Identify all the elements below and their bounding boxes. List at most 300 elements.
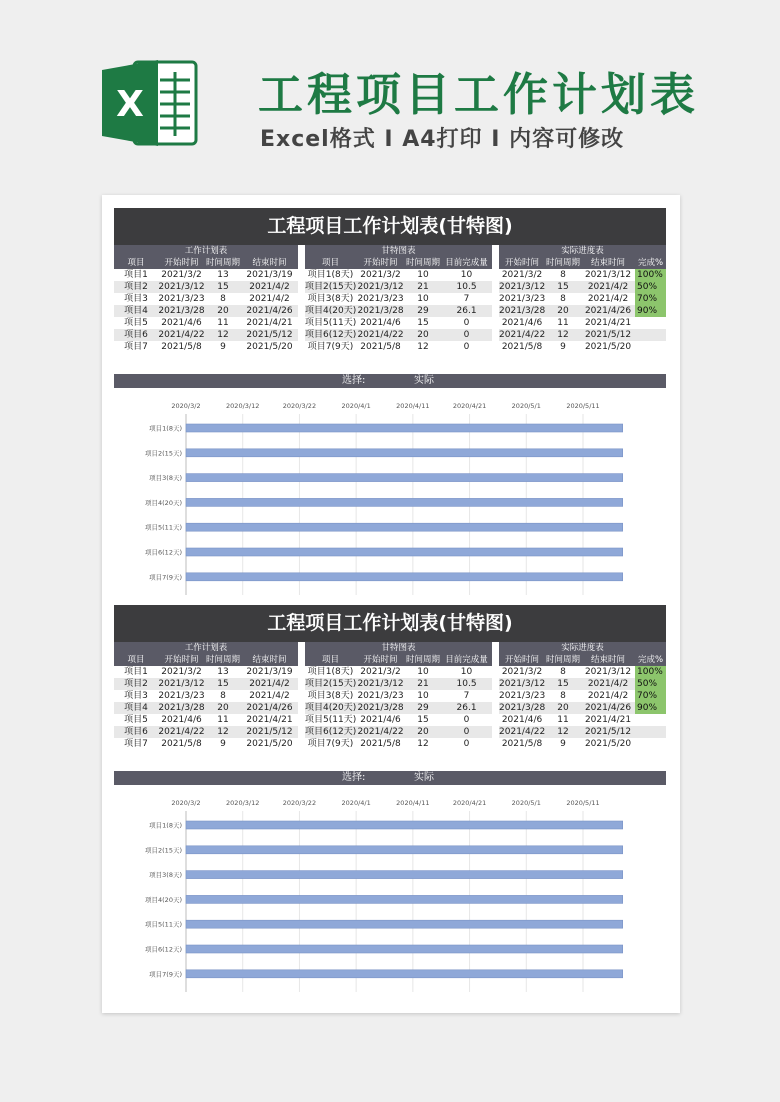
table-cell[interactable]: 21: [405, 678, 441, 690]
column-gap: [492, 666, 499, 678]
table-cell[interactable]: 项目4: [114, 702, 158, 714]
table-cell[interactable]: 0: [441, 726, 492, 738]
x-tick-label: 2020/5/1: [511, 402, 541, 410]
completion-cell[interactable]: 100%: [635, 666, 666, 678]
table-cell[interactable]: 11: [217, 318, 229, 328]
selector-bar[interactable]: [114, 771, 666, 785]
table-cell[interactable]: 2021/3/23: [357, 294, 404, 304]
table-row: [114, 269, 666, 281]
column-gap: [492, 714, 499, 726]
column-gap: [298, 305, 305, 317]
y-category-label: 项目2(15天): [145, 846, 182, 855]
table-cell[interactable]: 项目2(15天): [305, 282, 357, 292]
gantt-chart-svg: [114, 789, 666, 1004]
x-tick-label: 2020/3/2: [171, 799, 201, 807]
table-cell[interactable]: 2021/5/20: [584, 342, 632, 352]
column-header: 结束时间: [241, 257, 298, 269]
gantt-bar[interactable]: [186, 449, 623, 457]
table-cell[interactable]: 2021/4/2: [581, 678, 635, 690]
gantt-bar[interactable]: [186, 573, 623, 581]
table-cell[interactable]: 2021/3/19: [246, 270, 293, 280]
table-cell[interactable]: 2021/4/2: [587, 294, 629, 304]
column-header: 时间周期: [406, 655, 441, 665]
table-cell[interactable]: 10: [417, 270, 429, 280]
x-tick-label: 2020/4/21: [452, 402, 487, 410]
table-cell[interactable]: 项目3(8天): [307, 294, 354, 304]
completion-cell[interactable]: 70%: [635, 293, 666, 305]
table-cell[interactable]: 0: [441, 329, 492, 341]
table-cell[interactable]: 11: [557, 318, 569, 328]
table-row: [114, 329, 666, 341]
table-row: [114, 714, 666, 726]
gantt-bar[interactable]: [186, 821, 623, 829]
group-header-row: [114, 642, 666, 654]
table-cell[interactable]: 2021/4/6: [360, 715, 401, 725]
table-cell[interactable]: 2021/5/20: [246, 739, 293, 749]
table-cell[interactable]: 29: [405, 305, 441, 317]
column-header-row: [114, 654, 666, 666]
schedule-table: [114, 642, 666, 750]
table-cell[interactable]: 2021/5/12: [241, 329, 298, 341]
table-cell[interactable]: 2021/4/2: [241, 678, 298, 690]
table-cell[interactable]: 2021/3/12: [357, 282, 404, 292]
column-header: 时间周期: [546, 655, 581, 665]
table-cell[interactable]: 10.5: [441, 678, 492, 690]
page-subtitle: Excel格式 I A4打印 I 内容可修改: [260, 127, 625, 152]
y-category-label: 项目1(8天): [149, 821, 182, 830]
table-cell[interactable]: 20: [205, 702, 241, 714]
table-cell[interactable]: 7: [463, 294, 470, 304]
table-cell[interactable]: 2021/3/19: [246, 667, 293, 677]
table-cell[interactable]: 项目6: [114, 329, 158, 341]
x-tick-label: 2020/4/11: [396, 402, 430, 410]
table-cell[interactable]: 10: [417, 294, 429, 304]
table-cell[interactable]: 13: [217, 270, 229, 280]
x-tick-label: 2020/4/1: [341, 799, 371, 807]
column-gap: [492, 642, 499, 654]
y-category-label: 项目6(12天): [145, 548, 182, 557]
table-cell[interactable]: 2021/4/2: [581, 281, 635, 293]
table-cell[interactable]: 2021/3/2: [501, 270, 543, 280]
table-cell[interactable]: 10: [417, 691, 429, 701]
completion-cell[interactable]: [635, 738, 666, 750]
table-cell[interactable]: 项目3: [124, 294, 148, 304]
column-gap: [492, 329, 499, 341]
selector-label: 选择:: [342, 772, 366, 783]
column-gap: [298, 726, 305, 738]
column-header: 开始时间: [499, 257, 545, 269]
column-gap: [492, 690, 499, 702]
table-cell[interactable]: 项目4: [114, 305, 158, 317]
group-header-actual: 实际进度表: [499, 245, 666, 257]
table-cell[interactable]: 2021/4/6: [501, 318, 543, 328]
table-cell[interactable]: 2021/3/28: [158, 703, 205, 713]
table-cell[interactable]: 2021/5/12: [241, 726, 298, 738]
column-gap: [492, 678, 499, 690]
table-cell[interactable]: 2021/3/12: [158, 679, 205, 689]
y-category-label: 项目3(8天): [149, 474, 182, 483]
table-cell[interactable]: 项目4(20天): [305, 703, 357, 713]
table-cell[interactable]: 2021/4/6: [501, 715, 543, 725]
column-header: 开始时间: [158, 654, 205, 666]
column-header: 项目: [114, 654, 158, 666]
group-header-actual: 实际进度表: [499, 642, 666, 654]
table-cell[interactable]: 2021/3/2: [161, 270, 202, 280]
table-cell[interactable]: 8: [560, 667, 566, 677]
completion-cell[interactable]: [635, 341, 666, 353]
column-gap: [298, 257, 305, 269]
y-category-label: 项目5(11天): [145, 523, 182, 532]
table-cell[interactable]: 2021/4/6: [161, 715, 202, 725]
table-cell[interactable]: 2021/3/2: [161, 667, 202, 677]
x-tick-label: 2020/4/11: [396, 799, 430, 807]
column-gap: [492, 305, 499, 317]
column-header: 开始时间: [158, 257, 205, 269]
y-category-label: 项目1(8天): [149, 424, 182, 433]
group-header-gantt: 甘特图表: [305, 245, 492, 257]
x-tick-label: 2020/3/12: [226, 402, 260, 410]
selector-bar[interactable]: [114, 374, 666, 388]
gantt-bar[interactable]: [186, 846, 623, 854]
table-cell[interactable]: 2021/4/2: [587, 691, 629, 701]
x-tick-label: 2020/3/2: [171, 402, 201, 410]
table-cell[interactable]: 2021/3/28: [158, 306, 205, 316]
table-cell[interactable]: 0: [463, 739, 470, 749]
table-cell[interactable]: 29: [405, 702, 441, 714]
table-cell[interactable]: 8: [560, 294, 566, 304]
selector-label: 选择:: [342, 375, 366, 386]
table-cell[interactable]: 12: [417, 739, 429, 749]
gantt-chart-2: [114, 789, 666, 1004]
table-row: [114, 305, 666, 317]
table-cell[interactable]: 2021/3/12: [499, 679, 546, 689]
completion-cell[interactable]: [635, 317, 666, 329]
table-cell[interactable]: 2021/3/23: [499, 691, 546, 701]
completion-cell[interactable]: [635, 329, 666, 341]
table-cell[interactable]: 2021/4/21: [246, 715, 293, 725]
table-cell[interactable]: 15: [545, 678, 581, 690]
table-cell[interactable]: 2021/5/8: [161, 739, 202, 749]
table-cell[interactable]: 项目3(8天): [307, 691, 354, 701]
group-header-plan: 工作计划表: [114, 245, 298, 257]
column-header: 项目: [114, 257, 158, 269]
table-cell[interactable]: 9: [560, 342, 566, 352]
table-cell[interactable]: 11: [217, 715, 229, 725]
column-gap: [492, 341, 499, 353]
table-cell[interactable]: 2021/4/22: [357, 330, 404, 340]
table-cell[interactable]: 2021/4/26: [241, 305, 298, 317]
table-cell[interactable]: 12: [205, 329, 241, 341]
table-row: [114, 726, 666, 738]
table-cell[interactable]: 10: [460, 667, 473, 677]
table-cell[interactable]: 2021/3/28: [357, 306, 404, 316]
table-row: [114, 678, 666, 690]
table-cell[interactable]: 2021/5/12: [581, 726, 635, 738]
table-cell[interactable]: 项目2: [114, 678, 158, 690]
sheet-title: 工程项目工作计划表(甘特图): [114, 605, 666, 642]
sheet-title: 工程项目工作计划表(甘特图): [114, 208, 666, 245]
column-gap: [298, 738, 305, 750]
table-cell[interactable]: 20: [405, 329, 441, 341]
table-cell[interactable]: 项目7(9天): [307, 739, 354, 749]
completion-cell[interactable]: [635, 726, 666, 738]
table-cell[interactable]: 2021/4/22: [499, 330, 546, 340]
table-cell[interactable]: 项目5(11天): [305, 715, 357, 725]
y-category-label: 项目6(12天): [145, 945, 182, 954]
table-cell[interactable]: 21: [405, 281, 441, 293]
table-cell[interactable]: 2021/5/8: [360, 342, 401, 352]
schedule-block-1: [114, 208, 666, 353]
table-cell[interactable]: 2021/4/22: [499, 727, 546, 737]
table-cell[interactable]: 12: [417, 342, 429, 352]
completion-cell[interactable]: 90%: [635, 305, 666, 317]
table-cell[interactable]: 项目4(20天): [305, 306, 357, 316]
schedule-block-2: [114, 605, 666, 750]
column-header: 结束时间: [581, 654, 635, 666]
group-header-row: [114, 245, 666, 257]
table-cell[interactable]: 0: [463, 342, 470, 352]
table-cell[interactable]: 项目1: [124, 270, 148, 280]
table-cell[interactable]: 2021/3/23: [357, 691, 404, 701]
column-gap: [492, 726, 499, 738]
table-cell[interactable]: 2021/5/8: [501, 342, 543, 352]
x-tick-label: 2020/5/11: [566, 402, 600, 410]
table-cell[interactable]: 项目6: [114, 726, 158, 738]
column-header: 完成%: [635, 654, 666, 666]
completion-cell[interactable]: 50%: [635, 678, 666, 690]
column-gap: [492, 281, 499, 293]
column-gap: [298, 666, 305, 678]
selector-value[interactable]: 实际: [414, 772, 434, 783]
table-cell[interactable]: 项目7: [124, 342, 148, 352]
gantt-bar[interactable]: [186, 970, 623, 978]
table-cell[interactable]: 项目7: [124, 739, 148, 749]
gantt-bar[interactable]: [186, 895, 623, 903]
table-cell[interactable]: 7: [463, 691, 470, 701]
gantt-bar[interactable]: [186, 920, 623, 928]
table-cell[interactable]: 2021/4/21: [584, 318, 632, 328]
y-category-label: 项目3(8天): [149, 871, 182, 880]
table-cell[interactable]: 项目1: [124, 667, 148, 677]
table-cell[interactable]: 2021/4/26: [581, 305, 635, 317]
table-cell[interactable]: 26.1: [441, 702, 492, 714]
group-header-gantt: 甘特图表: [305, 642, 492, 654]
table-cell[interactable]: 2021/4/2: [241, 281, 298, 293]
column-gap: [492, 245, 499, 257]
y-category-label: 项目7(9天): [149, 573, 182, 582]
table-cell[interactable]: 2021/3/2: [360, 667, 401, 677]
completion-cell[interactable]: 50%: [635, 281, 666, 293]
column-header: 开始时间: [356, 654, 405, 666]
table-cell[interactable]: 2021/4/22: [357, 727, 404, 737]
table-cell[interactable]: 2021/4/6: [161, 318, 202, 328]
column-header: 时间周期: [205, 655, 240, 665]
table-cell[interactable]: 项目5: [124, 715, 148, 725]
x-tick-label: 2020/5/11: [566, 799, 600, 807]
column-gap: [492, 269, 499, 281]
table-cell[interactable]: 2021/5/20: [584, 739, 632, 749]
column-header: 时间周期: [205, 258, 240, 268]
table-cell[interactable]: 2021/5/12: [581, 329, 635, 341]
completion-cell[interactable]: 70%: [635, 690, 666, 702]
table-cell[interactable]: 项目2: [114, 281, 158, 293]
table-cell[interactable]: 项目1(8天): [307, 667, 354, 677]
table-cell[interactable]: 13: [217, 667, 229, 677]
spreadsheet-preview: [102, 195, 680, 1013]
table-cell[interactable]: 2021/5/8: [360, 739, 401, 749]
column-header: 项目: [305, 257, 356, 269]
table-cell[interactable]: 2021/3/23: [158, 294, 205, 304]
table-cell[interactable]: 10: [417, 667, 429, 677]
table-cell[interactable]: 2021/5/8: [161, 342, 202, 352]
table-cell[interactable]: 11: [557, 715, 569, 725]
table-row: [114, 341, 666, 353]
gantt-bar[interactable]: [186, 945, 623, 953]
table-cell[interactable]: 2021/3/12: [584, 270, 632, 280]
table-cell[interactable]: 12: [205, 726, 241, 738]
table-cell[interactable]: 9: [560, 739, 566, 749]
x-tick-label: 2020/3/12: [226, 799, 260, 807]
table-cell[interactable]: 20: [545, 305, 581, 317]
table-cell[interactable]: 10.5: [441, 281, 492, 293]
gantt-bar[interactable]: [186, 523, 623, 531]
table-row: [114, 293, 666, 305]
table-cell[interactable]: 2021/4/2: [249, 294, 290, 304]
table-cell[interactable]: 项目6(12天): [305, 727, 357, 737]
table-cell[interactable]: 8: [560, 270, 566, 280]
table-cell[interactable]: 2021/3/28: [357, 703, 404, 713]
table-cell[interactable]: 2021/4/26: [581, 702, 635, 714]
column-gap: [492, 654, 499, 666]
table-cell[interactable]: 2021/3/2: [360, 270, 401, 280]
table-cell[interactable]: 15: [205, 281, 241, 293]
group-header-plan: 工作计划表: [114, 642, 298, 654]
gantt-bar[interactable]: [186, 871, 623, 879]
table-cell[interactable]: 2021/3/23: [158, 691, 205, 701]
table-cell[interactable]: 20: [405, 726, 441, 738]
table-cell[interactable]: 2021/3/12: [499, 282, 546, 292]
table-cell[interactable]: 项目3: [124, 691, 148, 701]
table-cell[interactable]: 15: [205, 678, 241, 690]
table-cell[interactable]: 2021/4/22: [158, 727, 205, 737]
column-gap: [492, 257, 499, 269]
table-cell[interactable]: 9: [220, 739, 226, 749]
column-gap: [298, 245, 305, 257]
table-cell[interactable]: 2021/4/21: [246, 318, 293, 328]
column-header: 项目: [305, 654, 356, 666]
column-gap: [298, 714, 305, 726]
column-header: 结束时间: [581, 257, 635, 269]
table-cell[interactable]: 0: [463, 715, 470, 725]
table-cell[interactable]: 8: [220, 691, 226, 701]
table-cell[interactable]: 15: [417, 318, 429, 328]
table-cell[interactable]: 12: [545, 726, 581, 738]
table-cell[interactable]: 2021/4/26: [241, 702, 298, 714]
completion-cell[interactable]: 100%: [635, 269, 666, 281]
table-cell[interactable]: 10: [460, 270, 473, 280]
x-tick-label: 2020/5/1: [511, 799, 541, 807]
column-header: 目前完成量: [441, 654, 492, 666]
gantt-bar[interactable]: [186, 548, 623, 556]
column-gap: [298, 702, 305, 714]
table-cell[interactable]: 2021/3/28: [499, 306, 546, 316]
x-tick-label: 2020/4/1: [341, 402, 371, 410]
completion-cell[interactable]: [635, 714, 666, 726]
column-gap: [492, 738, 499, 750]
table-cell[interactable]: 2021/4/22: [158, 330, 205, 340]
gantt-bar[interactable]: [186, 474, 623, 482]
table-cell[interactable]: 项目6(12天): [305, 330, 357, 340]
page-title: 工程项目工作计划表: [258, 68, 700, 121]
table-cell[interactable]: 12: [545, 329, 581, 341]
x-tick-label: 2020/3/22: [282, 402, 317, 410]
column-gap: [298, 281, 305, 293]
completion-cell[interactable]: 90%: [635, 702, 666, 714]
y-category-label: 项目2(15天): [145, 449, 182, 458]
selector-value[interactable]: 实际: [414, 375, 434, 386]
table-cell[interactable]: 2021/5/20: [246, 342, 293, 352]
table-cell[interactable]: 15: [417, 715, 429, 725]
table-cell[interactable]: 9: [220, 342, 226, 352]
column-header: 完成%: [635, 257, 666, 269]
column-gap: [492, 317, 499, 329]
column-gap: [492, 293, 499, 305]
table-cell[interactable]: 8: [560, 691, 566, 701]
column-header: 开始时间: [356, 257, 405, 269]
table-cell[interactable]: 项目2(15天): [305, 679, 357, 689]
table-cell[interactable]: 2021/4/2: [249, 691, 290, 701]
schedule-table: [114, 245, 666, 353]
column-gap: [298, 690, 305, 702]
table-cell[interactable]: 8: [220, 294, 226, 304]
table-cell[interactable]: 项目5(11天): [305, 318, 357, 328]
y-category-label: 项目4(20天): [145, 895, 182, 904]
table-row: [114, 738, 666, 750]
table-cell[interactable]: 项目5: [124, 318, 148, 328]
table-cell[interactable]: 2021/3/23: [499, 294, 546, 304]
table-row: [114, 317, 666, 329]
gantt-chart-1: [114, 392, 666, 607]
table-cell[interactable]: 2021/5/8: [501, 739, 543, 749]
table-cell[interactable]: 2021/3/12: [357, 679, 404, 689]
table-cell[interactable]: 2021/3/28: [499, 703, 546, 713]
table-cell[interactable]: 26.1: [441, 305, 492, 317]
column-gap: [298, 341, 305, 353]
table-cell[interactable]: 2021/4/21: [584, 715, 632, 725]
column-gap: [298, 329, 305, 341]
table-cell[interactable]: 15: [545, 281, 581, 293]
column-gap: [298, 678, 305, 690]
table-cell[interactable]: 20: [205, 305, 241, 317]
table-cell[interactable]: 0: [463, 318, 470, 328]
gantt-chart-svg: [114, 392, 666, 607]
x-tick-label: 2020/3/22: [282, 799, 317, 807]
table-cell[interactable]: 项目1(8天): [307, 270, 354, 280]
column-gap: [298, 293, 305, 305]
table-cell[interactable]: 2021/3/12: [158, 282, 205, 292]
logo-letter: X: [116, 84, 144, 125]
table-cell[interactable]: 2021/4/6: [360, 318, 401, 328]
table-cell[interactable]: 项目7(9天): [307, 342, 354, 352]
x-tick-label: 2020/4/21: [452, 799, 487, 807]
table-cell[interactable]: 2021/3/12: [584, 667, 632, 677]
gantt-bar[interactable]: [186, 424, 623, 432]
table-cell[interactable]: 20: [545, 702, 581, 714]
y-category-label: 项目5(11天): [145, 920, 182, 929]
gantt-bar[interactable]: [186, 498, 623, 506]
y-category-label: 项目7(9天): [149, 970, 182, 979]
table-cell[interactable]: 2021/3/2: [501, 667, 543, 677]
